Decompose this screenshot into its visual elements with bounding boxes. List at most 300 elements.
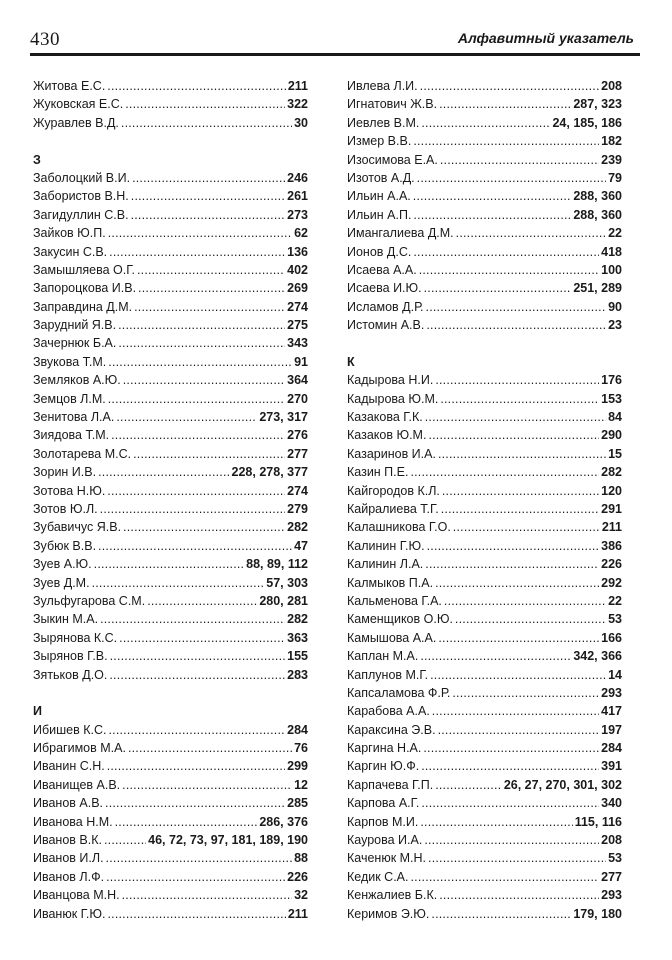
index-entry [33,187,308,205]
page-refs: 283 [287,667,308,682]
index-entry [33,757,308,775]
index-entry [347,482,622,500]
dot-leader [107,77,286,95]
page-refs: 291 [601,501,622,516]
index-entry [33,279,308,297]
index-entry [347,408,622,426]
dot-leader [118,334,285,352]
author-name: Зотова Н.Ю. [33,483,106,498]
index-entry [347,702,622,720]
dot-leader [453,518,600,536]
author-name: Ибрагимов М.А. [33,741,126,756]
dot-leader [111,426,285,444]
page-refs: 277 [601,869,622,884]
author-name: Кенжалиев Б.К. [347,888,438,903]
author-name: Земляков А.Ю. [33,373,121,388]
index-entry [33,224,308,242]
author-name: Изотов А.Д. [347,170,415,185]
dot-leader [105,794,285,812]
index-entry [347,610,622,628]
author-name: Калашникова Г.О. [347,520,451,535]
page-refs: 286, 376 [259,814,308,829]
page-refs: 24, 185, 186 [552,115,622,130]
author-name: Каменщиков О.Ю. [347,612,453,627]
author-name: Ибишев К.С. [33,722,107,737]
index-entry [33,647,308,665]
dot-leader [94,555,244,573]
index-entry [347,666,622,684]
dot-leader [456,224,606,242]
dot-leader [413,243,599,261]
dot-leader [442,482,599,500]
index-entry [347,169,622,187]
index-entry [347,243,622,261]
page-refs: 14 [608,667,622,682]
page-refs: 276 [287,428,308,443]
author-name: Заправдина Д.М. [33,299,133,314]
page-refs: 120 [601,483,622,498]
index-entry [347,849,622,867]
dot-leader [108,224,292,242]
dot-leader [133,445,285,463]
index-entry [33,831,308,849]
page-refs: 12 [294,777,308,792]
index-entry [33,463,308,481]
index-entry [347,813,622,831]
dot-leader [425,555,599,573]
dot-leader [100,610,285,628]
index-entry [347,684,622,702]
page-refs: 46, 72, 73, 97, 181, 189, 190 [148,833,308,848]
dot-leader [438,721,600,739]
dot-leader [441,500,599,518]
dot-leader [107,905,285,923]
page-refs: 251, 289 [573,281,622,296]
author-name: Загидуллин С.В. [33,207,129,222]
page-refs: 274 [287,483,308,498]
index-entry [33,721,308,739]
index-entry [33,316,308,334]
dot-leader [417,169,606,187]
page-refs: 208 [601,833,622,848]
dot-leader [137,261,285,279]
page-refs: 343 [287,336,308,351]
dot-leader [108,353,292,371]
dot-leader [421,757,599,775]
page-refs: 53 [608,851,622,866]
page-refs: 287, 323 [573,97,622,112]
author-name: Кадырова Н.И. [347,373,434,388]
author-name: Зыкин М.А. [33,612,99,627]
index-entry [33,114,308,132]
page-refs: 62 [294,226,308,241]
index-entry [33,261,308,279]
author-name: Казакова Г.К. [347,410,423,425]
author-name: Зорин И.В. [33,465,97,480]
index-entry [33,592,308,610]
index-entry [33,500,308,518]
page-refs: 273, 317 [259,410,308,425]
page-refs: 136 [287,244,308,259]
page-refs: 22 [608,593,622,608]
page-refs: 26, 27, 270, 301, 302 [503,777,622,792]
author-name: Иванищев А.В. [33,777,121,792]
index-entry [347,739,622,757]
dot-leader [420,647,571,665]
index-entry [33,629,308,647]
dot-leader [413,187,572,205]
dot-leader [147,592,257,610]
index-entry [347,518,622,536]
index-entry [347,537,622,555]
page-refs: 239 [601,152,622,167]
author-name: Жуковская Е.С. [33,97,124,112]
author-name: Зарудний Я.В. [33,318,117,333]
page-refs: 23 [608,318,622,333]
index-entry [33,426,308,444]
page-refs: 292 [601,575,622,590]
author-name: Зуев Д.М. [33,575,90,590]
index-entry [347,592,622,610]
section-letter: И [33,704,42,719]
author-name: Изосимова Е.А. [347,152,438,167]
page-refs: 153 [601,391,622,406]
page-refs: 284 [601,741,622,756]
index-entry [347,298,622,316]
dot-leader [115,813,258,831]
dot-leader [132,169,285,187]
dot-leader [432,702,599,720]
author-name: Казаринов И.А. [347,446,436,461]
author-name: Керимов Э.Ю. [347,906,430,921]
index-entry [347,316,622,334]
author-name: Карпов М.И. [347,814,419,829]
index-entry [347,132,622,150]
page-refs: 226 [287,869,308,884]
author-name: Иванов А.В. [33,796,104,811]
index-entry [33,518,308,536]
page-refs: 76 [294,741,308,756]
index-entry [347,463,622,481]
index-entry [347,187,622,205]
index-entry [33,537,308,555]
dot-leader [428,849,606,867]
page-refs: 402 [287,262,308,277]
section-letter: З [33,152,41,167]
page-refs: 88, 89, 112 [246,557,308,572]
author-name: Исаева И.Ю. [347,281,422,296]
index-entry [33,666,308,684]
page-refs: 47 [294,538,308,553]
author-name: Карпова А.Г. [347,796,420,811]
page-refs: 176 [601,373,622,388]
dot-leader [110,647,286,665]
index-entry [347,886,622,904]
dot-leader [438,629,599,647]
index-entry [347,95,622,113]
dot-leader [425,408,606,426]
dot-leader [440,151,599,169]
page-refs: 211 [287,906,308,921]
dot-leader [107,482,285,500]
author-name: Камышова А.А. [347,630,437,645]
author-name: Золотарева М.С. [33,446,132,461]
index-entry [33,886,308,904]
index-entry [347,371,622,389]
index-entry [347,757,622,775]
author-name: Кайралиева Т.Г. [347,501,439,516]
author-name: Кайгородов К.Л. [347,483,440,498]
index-entry [33,390,308,408]
author-name: Каурова И.А. [347,833,423,848]
dot-leader [420,813,572,831]
page-refs: 246 [287,170,308,185]
dot-leader [420,77,599,95]
page-refs: 15 [608,446,622,461]
index-entry [347,574,622,592]
page-refs: 211 [287,79,308,93]
header-rule [30,53,640,56]
page-refs: 269 [287,281,308,296]
index-entry [347,279,622,297]
page-refs: 30 [294,115,308,130]
dot-leader [439,95,571,113]
index-entry [33,445,308,463]
author-name: Забористов В.Н. [33,189,129,204]
dot-leader [423,739,599,757]
author-name: Иванин С.Н. [33,759,105,774]
index-entry [347,426,622,444]
page-refs: 261 [287,189,308,204]
author-name: Каплан М.А. [347,649,419,664]
index-entry [33,776,308,794]
page-header [30,26,642,52]
dot-leader [134,298,285,316]
dot-leader [440,390,599,408]
page-refs: 228, 278, 377 [231,465,308,480]
page-refs: 342, 366 [573,649,622,664]
author-name: Калмыков П.А. [347,575,434,590]
author-name: Каргина Н.А. [347,741,422,756]
dot-leader [109,243,285,261]
index-entry [347,831,622,849]
index-entry [33,868,308,886]
author-name: Ивлева Л.И. [347,79,418,93]
author-name: Ильин А.А. [347,189,411,204]
dot-leader [421,794,599,812]
dot-leader [131,187,285,205]
page-refs: 273 [287,207,308,222]
dot-leader [122,886,292,904]
dot-leader [121,114,292,132]
index-entry [347,390,622,408]
author-name: Журавлев В.Д. [33,115,119,130]
index-entry [33,334,308,352]
dot-leader [106,868,285,886]
dot-leader [452,684,599,702]
author-name: Казин П.Е. [347,465,409,480]
dot-leader [435,776,502,794]
author-name: Зайков Ю.П. [33,226,106,241]
dot-leader [411,868,600,886]
dot-leader [428,426,599,444]
running-title: Алфавитный указатель [457,30,634,46]
page-refs: 279 [287,501,308,516]
author-name: Зачернюк Б.А. [33,336,117,351]
dot-leader [131,206,286,224]
author-name: Зотов Ю.Л. [33,501,98,516]
author-name: Имангалиева Д.М. [347,226,454,241]
index-entry [33,794,308,812]
page-refs: 90 [608,299,622,314]
index-entry [33,206,308,224]
author-name: Караксина Э.В. [347,722,436,737]
dot-leader [123,371,285,389]
page-refs: 340 [601,796,622,811]
author-name: Заболоцкий В.И. [33,170,131,185]
index-entry [347,776,622,794]
index-column-left [33,77,308,923]
dot-leader [438,445,606,463]
index-entry [347,206,622,224]
page-refs: 32 [294,888,308,903]
page-refs: 277 [287,446,308,461]
author-name: Зырянов Г.В. [33,649,108,664]
index-entry [33,610,308,628]
dot-leader [431,905,571,923]
author-name: Исаева А.А. [347,262,417,277]
dot-leader [439,886,599,904]
index-entry [33,95,308,113]
author-name: Иевлев В.М. [347,115,420,130]
author-name: Игнатович Ж.В. [347,97,438,112]
dot-leader [104,831,146,849]
author-name: Житова Е.С. [33,79,106,93]
dot-leader [122,776,292,794]
page-number: 430 [30,29,60,50]
author-name: Иванцова М.Н. [33,888,120,903]
index-entry [347,629,622,647]
dot-leader [419,261,599,279]
page-refs: 364 [287,373,308,388]
dot-leader [455,610,606,628]
page-refs: 115, 116 [574,814,622,829]
index-entry [33,555,308,573]
author-name: Кедик С.А. [347,869,409,884]
dot-leader [108,390,285,408]
page-refs: 208 [601,79,622,93]
author-name: Калинин Л.А. [347,557,424,572]
author-name: Каргин Ю.Ф. [347,759,420,774]
author-name: Зубюк В.В. [33,538,97,553]
dot-leader [100,500,285,518]
index-entry [33,243,308,261]
page-refs: 322 [287,97,308,112]
page-refs: 270 [287,391,308,406]
dot-leader [128,739,292,757]
page-refs: 282 [601,465,622,480]
dot-leader [125,95,285,113]
index-entry [33,849,308,867]
author-name: Закусин С.В. [33,244,108,259]
dot-leader [413,206,571,224]
index-entry [33,408,308,426]
author-name: Замышляева О.Г. [33,262,135,277]
dot-leader [444,592,606,610]
author-name: Иванов Л.Ф. [33,869,105,884]
page-refs: 57, 303 [266,575,308,590]
page-refs: 274 [287,299,308,314]
author-name: Карпачева Г.П. [347,777,434,792]
author-name: Каченюк М.Н. [347,851,427,866]
author-name: Ильин А.П. [347,207,412,222]
page-refs: 391 [601,759,622,774]
page-refs: 100 [601,262,622,277]
index-entry [347,500,622,518]
dot-leader [426,298,607,316]
page-refs: 282 [287,520,308,535]
author-name: Зубавичус Я.В. [33,520,122,535]
page-refs: 418 [601,244,622,259]
page-refs: 293 [601,888,622,903]
page-refs: 91 [294,354,308,369]
dot-leader [138,279,285,297]
page-refs: 179, 180 [573,906,622,921]
page-refs: 155 [287,649,308,664]
index-entry [33,574,308,592]
author-name: Измер В.В. [347,134,412,149]
author-name: Иванюк Г.Ю. [33,906,106,921]
page-refs: 282 [287,612,308,627]
index-entry [33,77,308,95]
page-refs: 290 [601,428,622,443]
index-entry [347,224,622,242]
page-refs: 293 [601,685,622,700]
author-name: Капсаламова Ф.Р. [347,685,451,700]
page-refs: 280, 281 [259,593,308,608]
dot-leader [106,849,293,867]
dot-leader [430,666,606,684]
index-entry [347,151,622,169]
page-refs: 182 [601,134,622,149]
index-column-right [347,77,622,923]
author-name: Казаков Ю.М. [347,428,427,443]
author-name: Истомин А.В. [347,318,425,333]
index-entry [33,169,308,187]
page-refs: 53 [608,612,622,627]
dot-leader [427,537,600,555]
author-name: Зенитова Л.А. [33,410,115,425]
index-entry [33,482,308,500]
index-entry [347,647,622,665]
dot-leader [108,721,285,739]
page-refs: 285 [287,796,308,811]
page-refs: 211 [601,520,622,535]
index-entry [347,555,622,573]
index-entry [347,114,622,132]
author-name: Зуев А.Ю. [33,557,92,572]
page-refs: 84 [608,410,622,425]
dot-leader [107,757,285,775]
author-name: Зятьков Д.О. [33,667,108,682]
index-entry [347,77,622,95]
page-refs: 275 [287,318,308,333]
dot-leader [118,316,285,334]
dot-leader [435,371,599,389]
page-refs: 417 [601,704,622,719]
index-entry [347,905,622,923]
dot-leader [119,629,285,647]
